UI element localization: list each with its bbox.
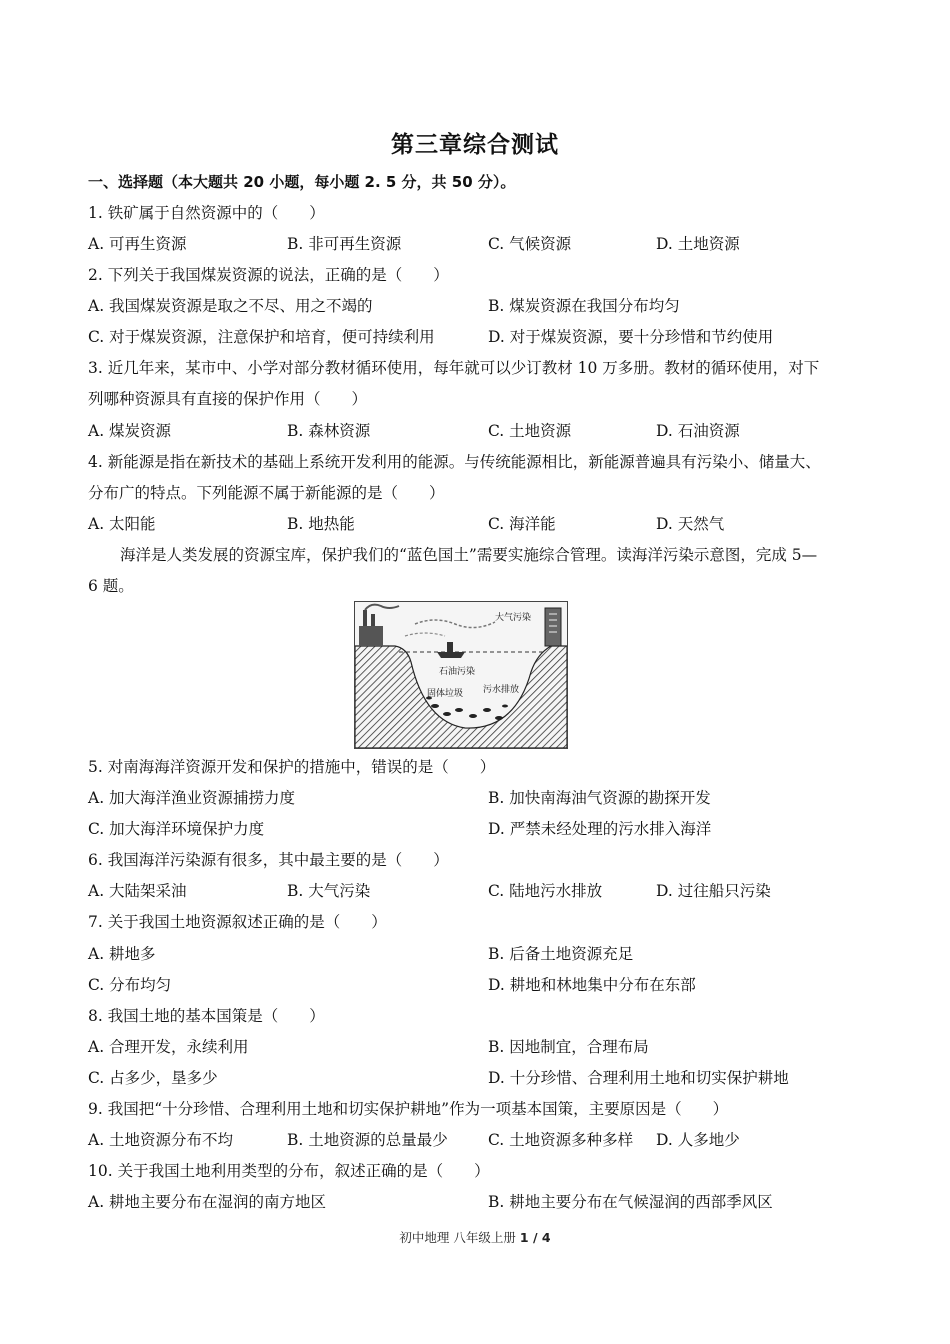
- q2-option-c: C. 对于煤炭资源，注意保护和培育，便可持续利用: [88, 328, 435, 346]
- ship-icon: [437, 652, 465, 658]
- q1-option-d: D. 土地资源: [656, 235, 740, 253]
- label-sewage: 污水排放: [483, 685, 520, 695]
- question-1-stem: 1. 铁矿属于自然资源中的（ ）: [88, 204, 325, 222]
- question-4-stem-line2: 分布广的特点。下列能源不属于新能源的是（ ）: [88, 484, 445, 502]
- q7-option-b: B. 后备土地资源充足: [488, 945, 634, 963]
- page-number: 1 / 4: [519, 1230, 551, 1245]
- q6-option-c: C. 陆地污水排放: [488, 882, 603, 900]
- q6-option-b: B. 大气污染: [287, 882, 371, 900]
- q6-option-d: D. 过往船只污染: [656, 882, 771, 900]
- q1-option-a: A. 可再生资源: [88, 235, 187, 253]
- question-6-stem: 6. 我国海洋污染源有很多，其中最主要的是（ ）: [88, 851, 449, 869]
- q8-option-a: A. 合理开发，永续利用: [88, 1038, 249, 1056]
- q9-option-c: C. 土地资源多种多样: [488, 1131, 634, 1149]
- q2-option-b: B. 煤炭资源在我国分布均匀: [488, 297, 680, 315]
- question-2-stem: 2. 下列关于我国煤炭资源的说法，正确的是（ ）: [88, 266, 449, 284]
- ocean-pollution-diagram: [355, 602, 567, 748]
- q9-option-b: B. 土地资源的总量最少: [287, 1131, 448, 1149]
- q9-option-a: A. 土地资源分布不均: [88, 1131, 234, 1149]
- passage-line1: 海洋是人类发展的资源宝库，保护我们的“蓝色国土”需要实施综合管理。读海洋污染示意图，完成 5—: [120, 546, 818, 564]
- label-oil-pollution: 石油污染: [439, 667, 476, 677]
- ocean-pollution-figure: [354, 601, 568, 749]
- question-3-stem-line2: 列哪种资源具有直接的保护作用（ ）: [88, 390, 368, 408]
- q10-option-a: A. 耕地主要分布在湿润的南方地区: [88, 1193, 327, 1211]
- section-header: 一、选择题（本大题共 20 小题，每小题 2. 5 分，共 50 分）。: [88, 173, 516, 191]
- q2-option-a: A. 我国煤炭资源是取之不尽、用之不竭的: [88, 297, 373, 315]
- q8-option-d: D. 十分珍惜、合理利用土地和切实保护耕地: [488, 1069, 789, 1087]
- q8-option-b: B. 因地制宜，合理布局: [488, 1038, 649, 1056]
- q8-option-c: C. 占多少，垦多少: [88, 1069, 218, 1087]
- page-title: 第三章综合测试: [391, 132, 559, 158]
- q1-option-c: C. 气候资源: [488, 235, 572, 253]
- q5-option-b: B. 加快南海油气资源的勘探开发: [488, 789, 711, 807]
- factory-icon: [359, 626, 383, 646]
- q4-option-c: C. 海洋能: [488, 515, 556, 533]
- q3-option-d: D. 石油资源: [656, 422, 740, 440]
- q9-option-d: D. 人多地少: [656, 1131, 740, 1149]
- q3-option-c: C. 土地资源: [488, 422, 572, 440]
- q2-option-d: D. 对于煤炭资源，要十分珍惜和节约使用: [488, 328, 774, 346]
- question-9-stem: 9. 我国把“十分珍惜、合理利用土地和切实保护耕地”作为一项基本国策，主要原因是（ ）: [88, 1100, 729, 1118]
- question-5-stem: 5. 对南海海洋资源开发和保护的措施中，错误的是（ ）: [88, 758, 496, 776]
- page-footer: [0, 1228, 950, 1246]
- question-8-stem: 8. 我国土地的基本国策是（ ）: [88, 1007, 325, 1025]
- q7-option-c: C. 分布均匀: [88, 976, 172, 994]
- q1-option-b: B. 非可再生资源: [287, 235, 402, 253]
- question-4-stem-line1: 4. 新能源是指在新技术的基础上系统开发利用的能源。与传统能源相比，新能源普遍具有污染小、储量大、: [88, 453, 821, 471]
- label-air-pollution: 大气污染: [495, 613, 532, 623]
- q4-option-d: D. 天然气: [656, 515, 725, 533]
- q4-option-b: B. 地热能: [287, 515, 355, 533]
- q5-option-a: A. 加大海洋渔业资源捕捞力度: [88, 789, 296, 807]
- q4-option-a: A. 太阳能: [88, 515, 156, 533]
- question-10-stem: 10. 关于我国土地利用类型的分布，叙述正确的是（ ）: [88, 1162, 490, 1180]
- q3-option-b: B. 森林资源: [287, 422, 371, 440]
- footer-subject: 初中地理 八年级上册: [399, 1230, 516, 1245]
- q7-option-a: A. 耕地多: [88, 945, 156, 963]
- question-7-stem: 7. 关于我国土地资源叙述正确的是（ ）: [88, 913, 387, 931]
- passage-line2: 6 题。: [88, 577, 134, 595]
- q5-option-c: C. 加大海洋环境保护力度: [88, 820, 265, 838]
- q3-option-a: A. 煤炭资源: [88, 422, 172, 440]
- q7-option-d: D. 耕地和林地集中分布在东部: [488, 976, 696, 994]
- q10-option-b: B. 耕地主要分布在气候湿润的西部季风区: [488, 1193, 773, 1211]
- label-solid-waste: 固体垃圾: [427, 689, 464, 699]
- q6-option-a: A. 大陆架采油: [88, 882, 187, 900]
- question-3-stem-line1: 3. 近几年来，某市中、小学对部分教材循环使用，每年就可以少订教材 10 万多册。教材的循环使用，对下: [88, 359, 820, 377]
- q5-option-d: D. 严禁未经处理的污水排入海洋: [488, 820, 712, 838]
